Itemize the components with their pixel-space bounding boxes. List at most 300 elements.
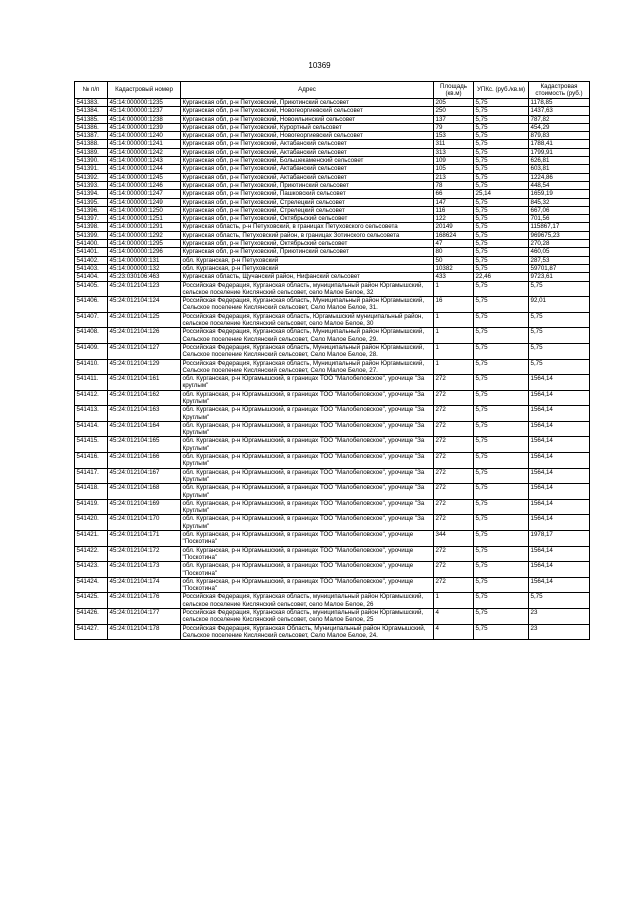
cell-num: 541403.: [75, 264, 108, 272]
page-number: 10369: [308, 61, 331, 70]
cell-cost: 879,83: [529, 132, 590, 140]
cell-cost: 1659,19: [529, 190, 590, 198]
cell-cost: 460,05: [529, 248, 590, 256]
cell-cost: 23: [529, 609, 590, 625]
cell-address: Российская Федерация, Курганская область, Муниципальный район Юргамышский, Сельское поселение Кислянский сельсовет, Село Малое Белое, 28.: [181, 343, 434, 359]
table-row: [75, 421, 590, 437]
cell-cadastral: 45:24:012104:129: [108, 359, 181, 375]
cell-num: 541414.: [75, 421, 108, 437]
cell-upks: 5,75: [474, 148, 529, 156]
cell-cost: 5,75: [529, 281, 590, 297]
cadastral-table: [74, 81, 590, 640]
cell-area: 80: [434, 248, 474, 256]
cell-cost: 115867,17: [529, 223, 590, 231]
table-row: [75, 515, 590, 531]
cell-cadastral: 45:14:000000:1249: [108, 198, 181, 206]
table-row: [75, 206, 590, 214]
header-upks: УПКс. (руб./кв.м): [474, 82, 529, 99]
cell-upks: 5,75: [474, 343, 529, 359]
table-row: [75, 437, 590, 453]
cell-upks: 5,75: [474, 99, 529, 107]
cell-num: 541413.: [75, 406, 108, 422]
cell-upks: 5,75: [474, 173, 529, 181]
cell-address: обл. Курганская, р-н Юргамышский, в границах ТОО "Малобеловское", урочище "За Круглым": [181, 468, 434, 484]
table-row: [75, 593, 590, 609]
cell-cost: 1564,14: [529, 577, 590, 593]
cell-num: 541395.: [75, 198, 108, 206]
cell-upks: 5,75: [474, 421, 529, 437]
cell-cost: 1564,14: [529, 515, 590, 531]
cell-cadastral: 45:14:000000:1237: [108, 107, 181, 115]
cell-address: Российская Федерация, Курганская область, Муниципальный район Юргамышский, Сельское поселение Кислянский сельсовет, Село Малое Белое, 29.: [181, 328, 434, 344]
cell-cadastral: 45:24:012104:176: [108, 593, 181, 609]
cell-num: 541409.: [75, 343, 108, 359]
table-row: [75, 198, 590, 206]
cell-upks: 5,75: [474, 593, 529, 609]
cell-address: Курганская обл, р-н Петуховский, Новоильинский сельсовет: [181, 115, 434, 123]
cell-upks: 5,75: [474, 609, 529, 625]
cell-address: Курганская обл, р-н Петуховский, Приютинский сельсовет: [181, 99, 434, 107]
cell-cadastral: 45:14:000000:1238: [108, 115, 181, 123]
cell-upks: 5,75: [474, 375, 529, 391]
cell-num: 541398.: [75, 223, 108, 231]
cell-cadastral: 45:14:000000:132: [108, 264, 181, 272]
cell-area: 20149: [434, 223, 474, 231]
table-row: [75, 297, 590, 313]
table-row: [75, 312, 590, 328]
cell-num: 541415.: [75, 437, 108, 453]
cell-cost: 1564,14: [529, 421, 590, 437]
cell-cadastral: 45:24:012104:161: [108, 375, 181, 391]
table-row: [75, 343, 590, 359]
cell-cadastral: 45:24:012104:177: [108, 609, 181, 625]
cell-cadastral: 45:24:012104:165: [108, 437, 181, 453]
cell-cost: 5,75: [529, 312, 590, 328]
table-row: [75, 99, 590, 107]
cell-num: 541405.: [75, 281, 108, 297]
cell-num: 541419.: [75, 499, 108, 515]
cell-address: Российская Федерация, Курганская область, муниципальный район Юргамышский, сельское поселение Кислянский сельсовет, село Малое Белое, 26: [181, 593, 434, 609]
cell-address: Курганская обл, р-н Петуховский, Стрелецкий сельсовет: [181, 198, 434, 206]
cell-upks: 5,75: [474, 223, 529, 231]
cell-address: обл. Курганская, р-н Юргамышский, в границах ТОО "Малобеловское", урочище "За Круглым": [181, 453, 434, 469]
cell-num: 541389.: [75, 148, 108, 156]
cell-num: 541396.: [75, 206, 108, 214]
cell-cost: 1564,14: [529, 390, 590, 406]
cell-area: 47: [434, 240, 474, 248]
cell-upks: 5,75: [474, 206, 529, 214]
cell-cadastral: 45:24:012104:127: [108, 343, 181, 359]
cell-area: 10382: [434, 264, 474, 272]
cell-upks: 25,14: [474, 190, 529, 198]
cell-cost: 1564,14: [529, 453, 590, 469]
cell-cost: 92,01: [529, 297, 590, 313]
cell-address: обл. Курганская, р-н Юргамышский, в границах ТОО "Малобеловское", урочище "За Круглым": [181, 499, 434, 515]
table-row: [75, 577, 590, 593]
cell-cadastral: 45:14:000000:1243: [108, 157, 181, 165]
cell-upks: 5,75: [474, 437, 529, 453]
cell-cadastral: 45:14:000000:1244: [108, 165, 181, 173]
cell-cost: 1564,14: [529, 437, 590, 453]
cell-address: обл. Курганская, р-н Юргамышский, в границах ТОО "Малобеловское", урочище "За Круглым": [181, 421, 434, 437]
table-row: [75, 546, 590, 562]
cell-num: 541420.: [75, 515, 108, 531]
cell-cadastral: 45:14:000000:1247: [108, 190, 181, 198]
cell-area: 147: [434, 198, 474, 206]
cell-num: 541427.: [75, 624, 108, 640]
cell-cadastral: 45:24:012104:173: [108, 562, 181, 578]
cell-num: 541412.: [75, 390, 108, 406]
cell-cost: 667,06: [529, 206, 590, 214]
cell-num: 541388.: [75, 140, 108, 148]
cell-upks: 5,75: [474, 453, 529, 469]
cell-area: 272: [434, 546, 474, 562]
cell-cost: 287,53: [529, 256, 590, 264]
cell-area: 433: [434, 273, 474, 281]
cell-area: 250: [434, 107, 474, 115]
cell-num: 541385.: [75, 115, 108, 123]
cell-num: 541402.: [75, 256, 108, 264]
cell-area: 272: [434, 421, 474, 437]
cell-upks: 5,75: [474, 484, 529, 500]
cell-area: 4: [434, 624, 474, 640]
cell-num: 541390.: [75, 157, 108, 165]
cell-cost: 1564,14: [529, 562, 590, 578]
cell-upks: 5,75: [474, 297, 529, 313]
table-row: [75, 173, 590, 181]
cell-cadastral: 45:24:012104:126: [108, 328, 181, 344]
cell-area: 272: [434, 499, 474, 515]
table-row: [75, 107, 590, 115]
cell-cadastral: 45:24:012104:124: [108, 297, 181, 313]
cell-address: обл. Курганская, р-н Юргамышский, в границах ТОО "Малобеловское", урочище "За Круглым": [181, 390, 434, 406]
cell-area: 311: [434, 140, 474, 148]
table-row: [75, 390, 590, 406]
cell-address: Курганская обл, р-н Петуховский, Новогеоргиевский сельсовет: [181, 132, 434, 140]
cell-upks: 5,75: [474, 140, 529, 148]
cell-num: 541426.: [75, 609, 108, 625]
cell-cadastral: 45:14:000000:1245: [108, 173, 181, 181]
cell-cost: 787,82: [529, 115, 590, 123]
cell-address: Курганская область, р-н Петуховский, в границах Петуховского сельсовета: [181, 223, 434, 231]
cell-num: 541404.: [75, 273, 108, 281]
cell-upks: 5,75: [474, 312, 529, 328]
cell-num: 541410.: [75, 359, 108, 375]
cell-address: Российская Федерация, Курганская область, Юргамышский муниципальный район, сельское поселение Кислянский сельсовет, село Малое Белое, 30: [181, 312, 434, 328]
cell-area: 313: [434, 148, 474, 156]
table-row: [75, 375, 590, 391]
table-row: [75, 115, 590, 123]
cell-area: 1: [434, 328, 474, 344]
cell-num: 541417.: [75, 468, 108, 484]
cell-cadastral: 45:24:012104:162: [108, 390, 181, 406]
cell-cost: 59701,87: [529, 264, 590, 272]
cell-upks: 5,75: [474, 624, 529, 640]
cell-upks: 5,75: [474, 123, 529, 131]
cell-cost: 969675,23: [529, 231, 590, 239]
cell-area: 272: [434, 562, 474, 578]
cell-num: 541401.: [75, 248, 108, 256]
cell-cost: 1564,14: [529, 546, 590, 562]
cell-cost: 1564,14: [529, 375, 590, 391]
cell-address: Курганская обл, р-н Петуховский, Приютинский сельсовет: [181, 248, 434, 256]
table-row: [75, 123, 590, 131]
cell-address: обл. Курганская, р-н Юргамышский, в границах ТОО "Малобеловское", урочище "Поскотина": [181, 546, 434, 562]
cell-upks: 5,75: [474, 531, 529, 547]
cell-address: Курганская обл, р-н Петуховский, Новогеоргиевский сельсовет: [181, 107, 434, 115]
cell-area: 344: [434, 531, 474, 547]
cell-area: 213: [434, 173, 474, 181]
cell-num: 541408.: [75, 328, 108, 344]
table-row: [75, 256, 590, 264]
table-row: [75, 273, 590, 281]
cell-area: 153: [434, 132, 474, 140]
cell-area: 272: [434, 390, 474, 406]
cell-num: 541383.: [75, 99, 108, 107]
cell-cadastral: 45:14:000000:1250: [108, 206, 181, 214]
cell-cost: 448,54: [529, 181, 590, 189]
cell-address: Курганская обл, р-н Петуховский, Большекаменский сельсовет: [181, 157, 434, 165]
cell-address: Российская Федерация, Курганская область, Муниципальный район Юргамышский, Сельское поселение Кислянский сельсовет, Село Малое Белое, 27.: [181, 359, 434, 375]
table-row: [75, 190, 590, 198]
cell-area: 122: [434, 215, 474, 223]
cell-upks: 5,75: [474, 264, 529, 272]
cell-cost: 1224,86: [529, 173, 590, 181]
cell-area: 272: [434, 406, 474, 422]
cell-cadastral: 45:24:012104:123: [108, 281, 181, 297]
cell-cost: 1799,91: [529, 148, 590, 156]
cell-cadastral: 45:24:012104:174: [108, 577, 181, 593]
header-num: № п/п: [75, 82, 108, 99]
cell-cadastral: 45:14:000000:1242: [108, 148, 181, 156]
cell-upks: 5,75: [474, 359, 529, 375]
cell-upks: 5,75: [474, 406, 529, 422]
cell-cost: 23: [529, 624, 590, 640]
cell-num: 541416.: [75, 453, 108, 469]
cell-upks: 5,75: [474, 577, 529, 593]
table-row: [75, 231, 590, 239]
cell-area: 205: [434, 99, 474, 107]
cell-cost: 5,75: [529, 328, 590, 344]
cell-cadastral: 45:14:000000:1241: [108, 140, 181, 148]
cell-num: 541393.: [75, 181, 108, 189]
cell-address: Российская Федерация, Курганская Область, Муниципальный район Юргамышский, Сельское поселение Кислянский сельсовет, Село Малое Белое, 24.: [181, 624, 434, 640]
cell-cost: 1788,41: [529, 140, 590, 148]
cell-cadastral: 45:24:012104:164: [108, 421, 181, 437]
cell-area: 116: [434, 206, 474, 214]
cell-upks: 5,75: [474, 215, 529, 223]
cell-upks: 5,75: [474, 165, 529, 173]
cell-cost: 1564,14: [529, 468, 590, 484]
cell-address: обл. Курганская, р-н Юргамышский, в границах ТОО "Малобеловское", урочище "За Круглым": [181, 515, 434, 531]
cell-upks: 5,75: [474, 546, 529, 562]
cell-num: 541424.: [75, 577, 108, 593]
cell-cost: 270,28: [529, 240, 590, 248]
cell-cadastral: 45:14:000000:1239: [108, 123, 181, 131]
cell-address: обл. Курганская, р-н Юргамышский, в границах ТОО "Малобеловское", урочище "Поскотина": [181, 531, 434, 547]
cell-cost: 1178,85: [529, 99, 590, 107]
cell-num: 541423.: [75, 562, 108, 578]
header-cost: Кадастровая стоимость (руб.): [529, 82, 590, 99]
cell-num: 541391.: [75, 165, 108, 173]
cell-upks: 5,75: [474, 157, 529, 165]
cell-upks: 5,75: [474, 240, 529, 248]
cell-address: обл. Курганская, р-н Юргамышский, в границах ТОО "Малобеловское", урочище "За круглым": [181, 375, 434, 391]
table-row: [75, 328, 590, 344]
cell-num: 541400.: [75, 240, 108, 248]
cell-area: 272: [434, 515, 474, 531]
cell-cadastral: 45:24:012104:170: [108, 515, 181, 531]
cell-cost: 1564,14: [529, 484, 590, 500]
cell-area: 272: [434, 484, 474, 500]
cell-cadastral: 45:14:000000:1296: [108, 248, 181, 256]
cell-cadastral: 45:14:000000:1240: [108, 132, 181, 140]
cell-address: обл. Курганская, р-н Юргамышский, в границах ТОО "Малобеловское", урочище "За Круглым": [181, 437, 434, 453]
cell-area: 1: [434, 281, 474, 297]
cell-area: 137: [434, 115, 474, 123]
cell-area: 272: [434, 453, 474, 469]
cell-address: Российская Федерация, Курганская область, Муниципальный район Юргамышский, Сельское поселение Кислянский сельсовет, Село Малое Белое, 31.: [181, 297, 434, 313]
table-row: [75, 148, 590, 156]
cell-cadastral: 45:14:000000:1292: [108, 231, 181, 239]
cell-address: обл. Курганская, р-н Юргамышский, в границах ТОО "Малобеловское", урочище "Поскотина": [181, 562, 434, 578]
cell-cadastral: 45:24:012104:172: [108, 546, 181, 562]
cell-cadastral: 45:24:012104:163: [108, 406, 181, 422]
cell-cadastral: 45:14:000000:1291: [108, 223, 181, 231]
cell-address: обл. Курганская, р-н Юргамышский, в границах ТОО "Малобеловское", урочище "За Круглым": [181, 406, 434, 422]
cell-num: 541397.: [75, 215, 108, 223]
table-row: [75, 484, 590, 500]
cell-cost: 626,81: [529, 157, 590, 165]
cell-num: 541406.: [75, 297, 108, 313]
table-row: [75, 468, 590, 484]
cell-cadastral: 45:24:012104:178: [108, 624, 181, 640]
cell-cadastral: 45:24:012104:125: [108, 312, 181, 328]
cell-cost: 1564,14: [529, 499, 590, 515]
cell-cadastral: 45:14:000000:1251: [108, 215, 181, 223]
cell-upks: 5,75: [474, 281, 529, 297]
cell-area: 50: [434, 256, 474, 264]
cell-address: Российская Федерация, Курганская область, муниципальный район Юргамышский, сельское поселение Кислянский сельсовет, село Малое Белое, 25: [181, 609, 434, 625]
table-row: [75, 215, 590, 223]
cell-address: Курганская обл, р-н Петуховский, Актабанский сельсовет: [181, 165, 434, 173]
cell-address: Курганская обл, р-н Петуховский, Стрелецкий сельсовет: [181, 206, 434, 214]
table-row: [75, 240, 590, 248]
cell-cadastral: 45:14:000000:1235: [108, 99, 181, 107]
table-row: [75, 140, 590, 148]
cell-area: 66: [434, 190, 474, 198]
cell-address: Курганская обл, р-н Петуховский, Октябрьский сельсовет: [181, 240, 434, 248]
cell-cost: 701,56: [529, 215, 590, 223]
table-row: [75, 181, 590, 189]
cell-address: Курганская область, Щучанский район, Нифанский сельсовет: [181, 273, 434, 281]
cell-area: 4: [434, 609, 474, 625]
table-row: [75, 165, 590, 173]
cell-address: Курганская обл, р-н Петуховский, Курортный сельсовет: [181, 123, 434, 131]
header-area: Площадь (кв.м): [434, 82, 474, 99]
cell-upks: 5,75: [474, 468, 529, 484]
table-row: [75, 132, 590, 140]
table-row: [75, 264, 590, 272]
cell-num: 541394.: [75, 190, 108, 198]
cell-cost: 454,29: [529, 123, 590, 131]
cell-area: 168624: [434, 231, 474, 239]
cell-upks: 5,75: [474, 198, 529, 206]
cell-address: Курганская обл, р-н Петуховский, Актабанский сельсовет: [181, 140, 434, 148]
cell-area: 1: [434, 312, 474, 328]
cell-address: Курганская обл, р-н Петуховский, Приютинский сельсовет: [181, 181, 434, 189]
cell-upks: 5,75: [474, 107, 529, 115]
table-row: [75, 406, 590, 422]
cell-address: Курганская обл, р-н Петуховский, Октябрьский сельсовет: [181, 215, 434, 223]
table-row: [75, 281, 590, 297]
cell-cadastral: 45:23:030106:463: [108, 273, 181, 281]
cell-cost: 603,81: [529, 165, 590, 173]
cell-area: 78: [434, 181, 474, 189]
cell-area: 105: [434, 165, 474, 173]
cell-cost: 5,75: [529, 359, 590, 375]
cell-upks: 5,75: [474, 499, 529, 515]
cell-address: Курганская область, Петуховский район, в границах Зотинского сельсовета: [181, 231, 434, 239]
cell-upks: 5,75: [474, 181, 529, 189]
table-row: [75, 223, 590, 231]
cell-address: Курганская обл, р-н Петуховский, Актабанский сельсовет: [181, 148, 434, 156]
table-row: [75, 624, 590, 640]
table-row: [75, 531, 590, 547]
cell-cadastral: 45:14:000000:1246: [108, 181, 181, 189]
cell-num: 541387.: [75, 132, 108, 140]
cell-num: 541384.: [75, 107, 108, 115]
cell-upks: 5,75: [474, 562, 529, 578]
cell-cadastral: 45:24:012104:171: [108, 531, 181, 547]
cell-cost: 9723,61: [529, 273, 590, 281]
cell-area: 1: [434, 359, 474, 375]
cell-area: 16: [434, 297, 474, 313]
cell-cost: 845,32: [529, 198, 590, 206]
cell-upks: 22,46: [474, 273, 529, 281]
table-row: [75, 609, 590, 625]
cell-num: 541386.: [75, 123, 108, 131]
cell-cadastral: 45:14:000000:1295: [108, 240, 181, 248]
cell-address: Курганская обл, р-н Петуховский, Пашковский сельсовет: [181, 190, 434, 198]
cell-cadastral: 45:14:000000:131: [108, 256, 181, 264]
cell-cost: 5,75: [529, 343, 590, 359]
cell-num: 541421.: [75, 531, 108, 547]
cell-address: обл. Курганская, р-н Петуховский: [181, 256, 434, 264]
cell-upks: 5,75: [474, 231, 529, 239]
cell-cost: 1564,14: [529, 406, 590, 422]
table-row: [75, 248, 590, 256]
cell-area: 272: [434, 375, 474, 391]
cell-cadastral: 45:24:012104:166: [108, 453, 181, 469]
cell-upks: 5,75: [474, 115, 529, 123]
cell-address: обл. Курганская, р-н Юргамышский, в границах ТОО "Малобеловское", урочище "Поскотина": [181, 577, 434, 593]
cell-num: 541407.: [75, 312, 108, 328]
cell-num: 541425.: [75, 593, 108, 609]
table-row: [75, 453, 590, 469]
table-header-row: [75, 82, 590, 99]
table-row: [75, 562, 590, 578]
header-cadastral: Кадастровый номер: [108, 82, 181, 99]
cell-area: 272: [434, 437, 474, 453]
cell-num: 541422.: [75, 546, 108, 562]
cell-num: 541399.: [75, 231, 108, 239]
table-row: [75, 359, 590, 375]
cell-area: 1: [434, 343, 474, 359]
cell-area: 79: [434, 123, 474, 131]
table-row: [75, 157, 590, 165]
cell-address: обл. Курганская, р-н Петуховский: [181, 264, 434, 272]
